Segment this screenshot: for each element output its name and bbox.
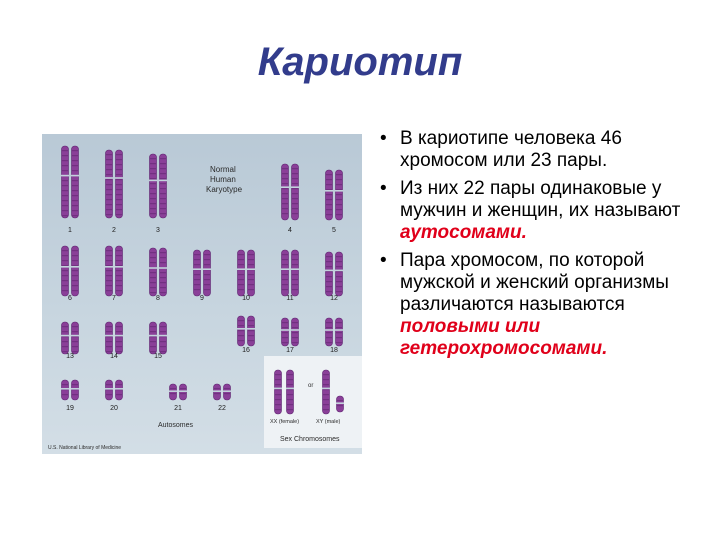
chromosome-11-b (291, 250, 299, 296)
chromosome-number-14: 14 (110, 353, 118, 360)
chromosome-16-b (247, 316, 255, 346)
xy-male-label: XY (male) (316, 419, 341, 425)
chromosome-11-a (281, 250, 289, 296)
chromosome-7-b (115, 246, 123, 296)
chromosome-17-b (291, 318, 299, 346)
figure-caption-line-2: Human (210, 175, 236, 184)
chromosome-number-5: 5 (332, 227, 336, 234)
chromosome-number-19: 19 (66, 405, 74, 412)
chromosome-15-b (159, 322, 167, 354)
chromosome-20-b (115, 380, 123, 400)
chromosome-number-4: 4 (288, 227, 292, 234)
chromosome-2-b (115, 150, 123, 218)
autosomes-label: Autosomes (158, 422, 194, 429)
bullet-2-highlight: аутосомами. (400, 222, 527, 243)
chromosome-22-b (223, 384, 231, 400)
chromosome-8-a (149, 248, 157, 296)
chromosome-17-a (281, 318, 289, 346)
chromosome-13-a (61, 322, 69, 354)
chromosome-21-a (169, 384, 177, 400)
chromosome-6-b (71, 246, 79, 296)
bullet-list (378, 128, 700, 366)
chromosome-9-a (193, 250, 201, 296)
chromosome-number-7: 7 (112, 295, 116, 302)
chromosome-number-20: 20 (110, 405, 118, 412)
chromosome-number-11: 11 (286, 295, 294, 302)
chromosome-number-10: 10 (242, 295, 250, 302)
chromosome-12-a (325, 252, 333, 296)
chromosome-12-b (335, 252, 343, 296)
chromosome-9-b (203, 250, 211, 296)
chromosome-number-6: 6 (68, 295, 72, 302)
chromosome-number-13: 13 (66, 353, 74, 360)
chromosome-number-9: 9 (200, 295, 204, 302)
bullet-3 (378, 250, 700, 360)
chromosome-4-a (281, 164, 289, 220)
chromosome-3-a (149, 154, 157, 218)
chromosome-20-a (105, 380, 113, 400)
chromosome-10-a (237, 250, 245, 296)
chromosome-21-b (179, 384, 187, 400)
chromosome-number-21: 21 (174, 405, 182, 412)
chromosome-18-b (335, 318, 343, 346)
chromosome-2-a (105, 150, 113, 218)
sex-chromosomes-label: Sex Chromosomes (280, 436, 340, 443)
chromosome-14-b (115, 322, 123, 354)
chromosome-13-b (71, 322, 79, 354)
chromosome-10-b (247, 250, 255, 296)
or-label: or (308, 383, 314, 389)
chromosome-19-a (61, 380, 69, 400)
chromosome-number-1: 1 (68, 227, 72, 234)
x-chromosome-male (322, 370, 330, 414)
chromosome-15-a (149, 322, 157, 354)
chromosome-number-15: 15 (154, 353, 162, 360)
chromosome-number-22: 22 (218, 405, 226, 412)
chromosome-number-12: 12 (330, 295, 338, 302)
chromosome-4-b (291, 164, 299, 220)
chromosome-5-b (335, 170, 343, 220)
bullet-2 (378, 178, 700, 244)
chromosome-14-a (105, 322, 113, 354)
chromosome-number-8: 8 (156, 295, 160, 302)
chromosome-22-a (213, 384, 221, 400)
figure-caption-line-3: Karyotype (206, 185, 243, 194)
x-chromosome-female-b (286, 370, 294, 414)
chromosome-5-a (325, 170, 333, 220)
chromosome-number-18: 18 (330, 347, 338, 354)
chromosome-1-a (61, 146, 69, 218)
chromosome-7-a (105, 246, 113, 296)
bullet-3-text: Пара хромосом, по которой мужской и женский организмы различаются называются (400, 250, 669, 315)
chromosome-number-3: 3 (156, 227, 160, 234)
bullet-1 (378, 128, 700, 172)
chromosome-3-b (159, 154, 167, 218)
karyotype-diagram (42, 134, 362, 454)
chromosome-number-17: 17 (286, 347, 294, 354)
chromosome-number-2: 2 (112, 227, 116, 234)
chromosome-number-16: 16 (242, 347, 250, 354)
chromosome-19-b (71, 380, 79, 400)
bullet-2-text: Из них 22 пары одинаковые у мужчин и женщин, их называют (400, 178, 681, 221)
bullet-1-text: В кариотипе человека 46 хромосом или 23 пары. (400, 128, 622, 171)
slide-title: Кариотип (257, 40, 463, 84)
figure-caption-line-1: Normal (210, 165, 236, 174)
xx-female-label: XX (female) (270, 419, 300, 425)
chromosome-18-a (325, 318, 333, 346)
chromosome-6-a (61, 246, 69, 296)
x-chromosome-female-a (274, 370, 282, 414)
bullet-3-highlight: половыми или гетерохромосомами. (400, 316, 608, 359)
credit-text: U.S. National Library of Medicine (48, 445, 122, 451)
chromosome-1-b (71, 146, 79, 218)
chromosome-16-a (237, 316, 245, 346)
y-chromosome-male (336, 396, 344, 412)
chromosome-8-b (159, 248, 167, 296)
karyotype-figure (42, 134, 362, 454)
